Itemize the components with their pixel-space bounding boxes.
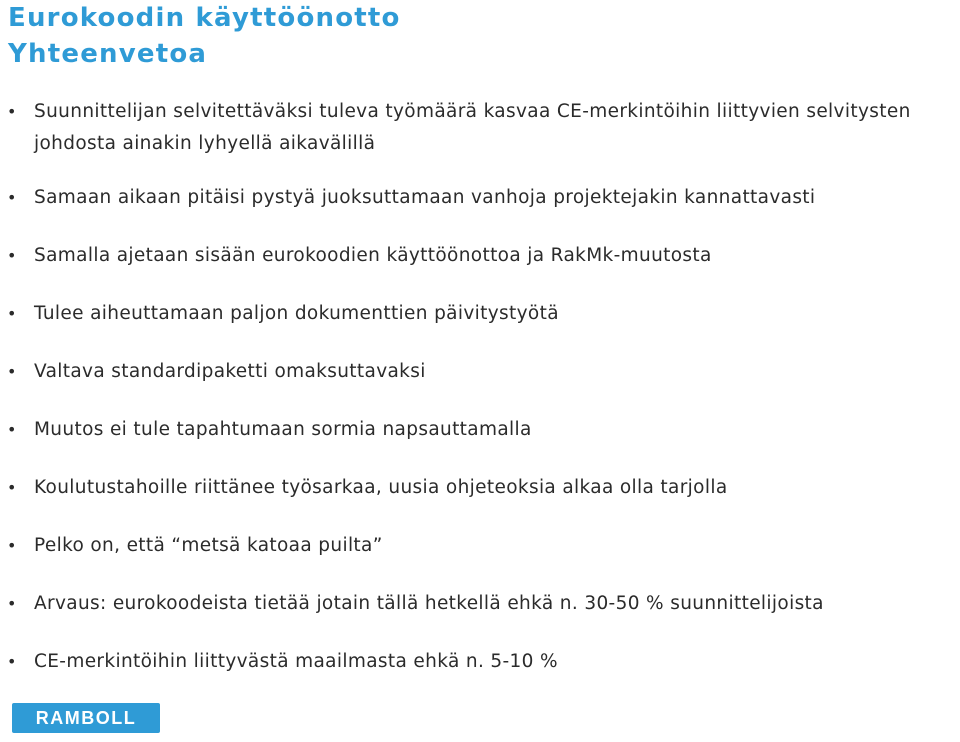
bullet-text: Pelko on, että “metsä katoaa puilta” — [34, 535, 383, 556]
bullet-item — [0, 414, 960, 446]
bullet-text: Koulutustahoille riittänee työsarkaa, uusia ohjeteoksia alkaa olla tarjolla — [34, 477, 728, 498]
bullet-text: Samaan aikaan pitäisi pystyä juoksuttamaan vanhoja projektejakin kannattavasti — [34, 187, 816, 208]
bullet-list — [0, 96, 960, 704]
bullet-item — [0, 182, 960, 214]
bullet-text: CE-merkintöihin liittyvästä maailmasta ehkä n. 5-10 % — [34, 651, 558, 672]
bullet-item — [0, 240, 960, 272]
bullet-dot-icon: • — [7, 246, 17, 265]
bullet-text: Samalla ajetaan sisään eurokoodien käyttöönottoa ja RakMk-muutosta — [34, 245, 712, 266]
bullet-item — [0, 588, 960, 620]
bullet-dot-icon: • — [7, 188, 17, 207]
ramboll-logo — [12, 703, 160, 733]
bullet-item — [0, 530, 960, 562]
bullet-item — [0, 96, 934, 160]
title-line-1: Eurokoodin käyttöönotto — [8, 3, 401, 33]
bullet-dot-icon: • — [7, 304, 17, 323]
bullet-text: Muutos ei tule tapahtumaan sormia napsauttamalla — [34, 419, 532, 440]
bullet-text: Valtava standardipaketti omaksuttavaksi — [34, 361, 426, 382]
bullet-dot-icon: • — [7, 420, 17, 439]
bullet-dot-icon: • — [7, 478, 17, 497]
bullet-dot-icon: • — [7, 536, 17, 555]
ramboll-logo-text: RAMBOLL — [35, 708, 137, 728]
bullet-dot-icon: • — [7, 594, 17, 613]
slide-title — [8, 0, 401, 72]
bullet-dot-icon: • — [7, 102, 17, 121]
bullet-text: Arvaus: eurokoodeista tietää jotain tällä hetkellä ehkä n. 30-50 % suunnittelijoista — [34, 593, 824, 614]
bullet-dot-icon: • — [7, 362, 17, 381]
ramboll-logo-wordmark — [21, 707, 151, 729]
bullet-text: Tulee aiheuttamaan paljon dokumenttien päivitystyötä — [34, 303, 559, 324]
bullet-item — [0, 646, 960, 678]
bullet-item — [0, 472, 960, 504]
bullet-item — [0, 298, 960, 330]
bullet-item — [0, 356, 960, 388]
bullet-dot-icon: • — [7, 652, 17, 671]
bullet-text: Suunnittelijan selvitettäväksi tuleva työmäärä kasvaa CE-merkintöihin liittyvien selvitysten johdosta ainakin lyhyellä aikavälillä — [34, 101, 911, 154]
title-line-2: Yhteenvetoa — [8, 39, 208, 69]
